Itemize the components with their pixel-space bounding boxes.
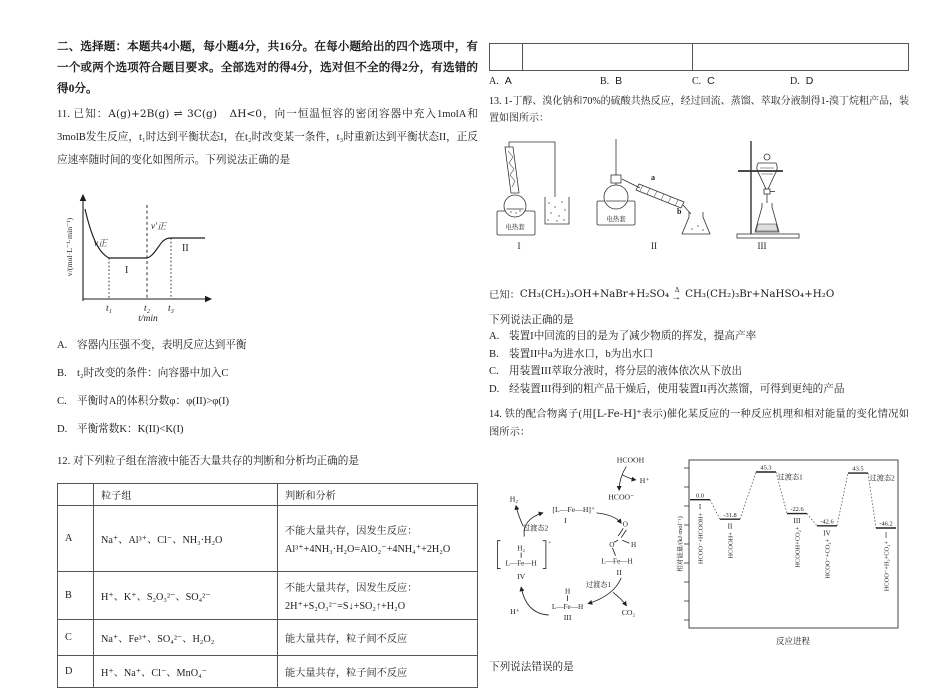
svg-text:过渡态2: 过渡态2 bbox=[869, 474, 895, 483]
option-label: B. bbox=[489, 348, 499, 360]
svg-text:-31.8: -31.8 bbox=[723, 512, 737, 520]
apparatus-2-label: II bbox=[651, 241, 657, 251]
arrow-hplus-to-iv bbox=[521, 587, 549, 615]
table-row bbox=[58, 620, 478, 656]
q12-header-row bbox=[58, 484, 478, 506]
cell bbox=[693, 44, 909, 71]
arrow-hcooh-to-hcoo bbox=[619, 467, 626, 491]
known-label: 已知： bbox=[489, 290, 520, 301]
iii-h: H bbox=[564, 587, 571, 596]
svg-text:43.5: 43.5 bbox=[852, 465, 864, 473]
roman-i: I bbox=[564, 516, 567, 526]
hcooh-label: HCOOH bbox=[616, 455, 645, 465]
separating-funnel bbox=[757, 163, 777, 189]
row-ions: H⁺、K⁺、S₂O₃²⁻、SO₄²⁻ bbox=[94, 572, 278, 620]
row-ions: H⁺、Na⁺、Cl⁻、MnO₄⁻ bbox=[94, 656, 278, 688]
header-ions: 粒子组 bbox=[94, 484, 278, 506]
t3-tick: t₃ bbox=[168, 303, 174, 314]
stage1-label: I bbox=[125, 264, 129, 276]
table-row bbox=[58, 506, 478, 572]
q11-equation: A(g)+2B(g) ⇌ 3C(g) ΔH<0 bbox=[108, 108, 263, 120]
q14-figures bbox=[489, 452, 909, 650]
iv-h2: H₂ bbox=[517, 544, 526, 553]
row-ions: Na⁺、Fe³⁺、SO₄²⁻、H₂O₂ bbox=[94, 620, 278, 656]
q14-stem-pre: 铁的配合物离子(用 bbox=[504, 409, 593, 420]
section-header: 二、选择题：本题共4小题，每小题4分，共16分。在每小题给出的四个选项中，有一个或两个选项符合题目要求。全部选对的得4分，选对但不全的得2分，有选错的得0分。 bbox=[57, 40, 478, 95]
q11-known-label: 已知： bbox=[73, 109, 109, 120]
equation-right: CH₃(CH₂)₃Br+NaHSO₄+H₂O bbox=[685, 287, 835, 300]
q12-number: 12. bbox=[57, 455, 71, 467]
q11-number: 11. bbox=[57, 109, 70, 120]
svg-text:相对能量/(kJ·mol⁻¹): 相对能量/(kJ·mol⁻¹) bbox=[677, 516, 684, 573]
svg-text:0.0: 0.0 bbox=[696, 492, 704, 500]
q12-stem bbox=[57, 450, 478, 473]
iv-lfeh: L—Fe—H bbox=[505, 559, 537, 568]
q13-option-b bbox=[489, 347, 909, 364]
svg-text:-46.2: -46.2 bbox=[879, 520, 893, 528]
roman-iii: III bbox=[563, 613, 572, 623]
right-column bbox=[489, 0, 909, 674]
ii-o-top: O bbox=[622, 520, 628, 529]
condenser-a-label: a bbox=[651, 173, 655, 182]
row-key: B bbox=[58, 572, 94, 620]
option-text: 装置II中a为进水口，b为出水口 bbox=[509, 348, 654, 360]
row-ions: Na⁺、Al³⁺、Cl⁻、NH₃·H₂O bbox=[94, 506, 278, 572]
svg-text:反应进程: 反应进程 bbox=[775, 636, 811, 647]
stage2-label: II bbox=[182, 242, 189, 254]
svg-text:HCOOH+: HCOOH+ bbox=[727, 532, 735, 559]
q11-stem-text: ，向一恒温恒容的密闭容器中充入1molA和3molB发生反应，t₁时达到平衡状态I，在t₂时改变某一条件，t₃时重新达到平衡状态II，正反应速率随时间的变化如图所示。下列说法正确的是 bbox=[57, 109, 478, 166]
outlet-tube bbox=[683, 205, 691, 214]
q13-options bbox=[489, 329, 909, 398]
option-label: D. bbox=[57, 423, 68, 435]
ts2-label: 过渡态2 bbox=[522, 524, 549, 533]
option-label: B. bbox=[57, 367, 67, 379]
svg-text:HCOO⁻+CO₂+: HCOO⁻+CO₂+ bbox=[824, 539, 832, 579]
q13-stem bbox=[489, 93, 909, 127]
cell bbox=[523, 44, 693, 71]
row-judge: 不能大量共存，因发生反应： 2H⁺+S₂O₃²⁻=S↓+SO₂↑+H₂O bbox=[278, 572, 478, 620]
svg-text:IV: IV bbox=[823, 529, 831, 538]
row-key: C bbox=[58, 620, 94, 656]
answer-option-row bbox=[489, 75, 909, 87]
svg-text:-42.6: -42.6 bbox=[820, 518, 834, 526]
receiver-dots bbox=[691, 225, 703, 230]
co2-label: CO₂ bbox=[621, 608, 636, 618]
q14-stem bbox=[489, 405, 909, 442]
bond-c-o bbox=[614, 540, 618, 542]
q14-prompt: 下列说法错误的是 bbox=[489, 662, 574, 674]
option-text: 经装置III得到的粗产品干燥后，使用装置II再次蒸馏，可得到更纯的产品 bbox=[509, 383, 845, 395]
bracket-left bbox=[497, 541, 500, 569]
option-text: t₂时改变的条件：向容器中加入C bbox=[77, 367, 229, 379]
mechanism-cycle-diagram bbox=[489, 452, 675, 648]
option-label: D. bbox=[489, 383, 500, 395]
svg-text:HCOO⁻+H₂+CO₂+: HCOO⁻+H₂+CO₂+ bbox=[883, 541, 891, 592]
funnel-stopper bbox=[764, 154, 770, 160]
q13-number: 13. bbox=[489, 96, 502, 107]
option-text: 容器内压强不变，表明反应达到平衡 bbox=[77, 339, 247, 351]
answer-a: A. A bbox=[489, 75, 512, 87]
t2-tick: t₂ bbox=[144, 303, 150, 314]
answer-b: B. B bbox=[600, 75, 623, 87]
svg-text:III: III bbox=[793, 517, 801, 526]
q14-stem-post: 表示)催化某反应的一种反应机理和相对能量的变化情况如图所示： bbox=[489, 409, 909, 438]
ts1-label: 过渡态1 bbox=[585, 581, 612, 590]
q11-stem bbox=[57, 103, 478, 172]
option-label: C. bbox=[57, 395, 67, 407]
reaction-arrow: Δ → bbox=[671, 285, 684, 303]
row-key: A bbox=[58, 506, 94, 572]
apparatus-diagram bbox=[489, 137, 909, 255]
option-label: A. bbox=[57, 339, 68, 351]
row-key: D bbox=[58, 656, 94, 688]
ii-o-left: O bbox=[609, 541, 615, 550]
equation-left: CH₃(CH₂)₃OH+NaBr+H₂SO₄ bbox=[519, 287, 670, 300]
rate-time-chart bbox=[61, 183, 271, 323]
q11-option-a bbox=[57, 336, 478, 356]
hplus-bottom-label: H⁺ bbox=[510, 607, 520, 617]
svg-text:过渡态1: 过渡态1 bbox=[777, 473, 803, 482]
heater-label-2: 电热套 bbox=[606, 216, 626, 223]
v-forward-new-label: v′正 bbox=[151, 220, 166, 231]
ii-h-right: H bbox=[630, 541, 637, 550]
q12-stem-text: 对下列粒子组在溶液中能否大量共存的判断和分析均正确的是 bbox=[72, 455, 359, 467]
arrow-release-hplus bbox=[622, 475, 635, 480]
condenser-b-label: b bbox=[677, 207, 682, 216]
cell bbox=[490, 44, 523, 71]
energy-profile-chart bbox=[675, 452, 903, 650]
apparatus-1-label: I bbox=[517, 241, 521, 251]
stopper bbox=[611, 175, 621, 183]
bracket-right bbox=[543, 541, 546, 569]
q13-known-line bbox=[489, 286, 909, 301]
row-judge: 不能大量共存，因发生反应： Al³⁺+4NH₃·H₂O=AlO₂⁻+4NH₄⁺+2H₂O bbox=[278, 506, 478, 572]
q11-option-b bbox=[57, 364, 478, 384]
q13-apparatus-figure bbox=[489, 137, 909, 260]
header-judge: 判断和分析 bbox=[278, 484, 478, 506]
complex-i-label: [L—Fe—H]⁺ bbox=[552, 505, 596, 515]
answer-d: D. D bbox=[790, 75, 814, 87]
q11-option-c bbox=[57, 392, 478, 412]
q14-number: 14. bbox=[489, 409, 502, 420]
roman-ii: II bbox=[616, 568, 622, 578]
condenser-2 bbox=[636, 184, 684, 208]
svg-text:I: I bbox=[698, 503, 702, 512]
table-row bbox=[58, 572, 478, 620]
q13-option-c bbox=[489, 364, 909, 381]
collector-liquid bbox=[756, 224, 778, 231]
q11-option-d bbox=[57, 420, 478, 440]
q12-table bbox=[57, 483, 478, 688]
header-blank bbox=[58, 484, 94, 506]
v-forward-label: v正 bbox=[94, 237, 107, 248]
option-text: 用装置III萃取分液时，将分层的液体依次从下放出 bbox=[509, 366, 743, 377]
svg-text:II: II bbox=[727, 522, 733, 531]
funnel-liquid-hatch bbox=[760, 168, 774, 174]
condenser-hatch bbox=[640, 185, 678, 206]
arrow-release-co2 bbox=[613, 593, 626, 606]
double-bond-1 bbox=[618, 529, 623, 537]
q14-complex-formula: [L-Fe-H]⁺ bbox=[592, 408, 642, 420]
q11-chart bbox=[61, 183, 478, 328]
iii-lfeh: L—Fe—H bbox=[551, 603, 584, 612]
stand-base bbox=[737, 234, 799, 238]
iv-charge: + bbox=[547, 540, 552, 547]
arrow-i-to-ii bbox=[596, 513, 621, 523]
svg-text:HCOOH+CO₂+: HCOOH+CO₂+ bbox=[794, 526, 802, 568]
q13-option-d bbox=[489, 382, 909, 399]
q13-option-a bbox=[489, 329, 909, 346]
erlenmeyer-receiver bbox=[682, 212, 710, 234]
hplus-top-label: H⁺ bbox=[639, 476, 650, 486]
table-row bbox=[58, 656, 478, 688]
bond-c-h bbox=[622, 540, 629, 543]
x-axis-label: t/min bbox=[138, 313, 158, 324]
roman-iv: IV bbox=[517, 572, 526, 582]
row-judge: 能大量共存，粒子间不反应 bbox=[278, 620, 478, 656]
q11-options bbox=[57, 336, 478, 440]
svg-text:45.3: 45.3 bbox=[760, 464, 772, 472]
arrow-release-h2 bbox=[516, 506, 523, 527]
carryover-table bbox=[489, 43, 909, 71]
bond-o-fe bbox=[612, 548, 615, 556]
condenser-1 bbox=[505, 147, 519, 193]
svg-text:-22.6: -22.6 bbox=[790, 506, 804, 514]
ii-lfeh: L—Fe—H bbox=[601, 557, 633, 566]
carryover-row bbox=[490, 44, 909, 71]
hcoo-label: HCOO⁻ bbox=[608, 492, 635, 502]
svg-text:HCOO⁻+HCOOH+: HCOO⁻+HCOOH+ bbox=[697, 513, 705, 565]
y-axis-label: v/(mol·L⁻¹·min⁻¹) bbox=[65, 217, 74, 276]
option-label: A. bbox=[489, 331, 500, 342]
option-label: C. bbox=[489, 366, 499, 377]
option-text: 平衡时A的体积分数φ：φ(II)>φ(I) bbox=[77, 395, 230, 407]
answer-c: C. C bbox=[692, 75, 715, 87]
svg-text:I: I bbox=[884, 531, 888, 540]
option-text: 装置I中回流的目的是为了减少物质的挥发，提高产率 bbox=[509, 331, 757, 342]
apparatus-3-label: III bbox=[757, 241, 767, 251]
stopcock bbox=[764, 189, 770, 194]
double-bond-2 bbox=[621, 530, 626, 538]
round-flask-2 bbox=[604, 185, 628, 209]
heater-label-1: 电热套 bbox=[505, 224, 525, 231]
t1-tick: t₁ bbox=[106, 303, 112, 314]
q13-prompt: 下列说法正确的是 bbox=[489, 315, 574, 326]
round-flask-1 bbox=[504, 195, 526, 217]
row-judge: 能大量共存，粒子间不反应 bbox=[278, 656, 478, 688]
left-column bbox=[57, 0, 478, 688]
h2-label: H₂ bbox=[509, 494, 519, 504]
q13-stem-text: 1-丁醇、溴化钠和70%的硫酸共热反应，经过回流、蒸馏、萃取分液制得1-溴丁烷粗产品，装置如图所示： bbox=[489, 96, 909, 124]
option-text: 平衡常数K：K(II)<K(I) bbox=[77, 423, 184, 435]
